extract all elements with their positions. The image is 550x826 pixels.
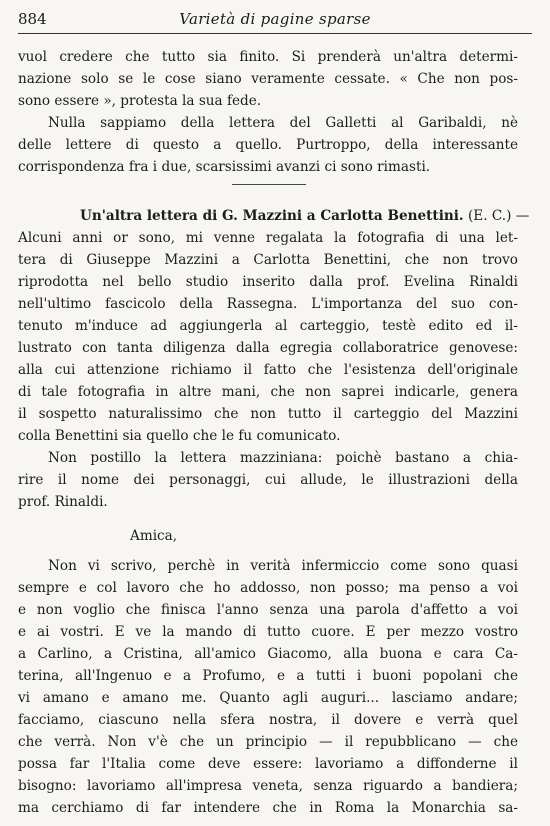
text-line: prof. Rinaldi. [18,494,108,510]
letter-salutation: Amica, [130,528,178,544]
section-heading [80,205,530,227]
text-line: Nulla sappiamo della lettera del Galletti al Garibaldi, nè [48,115,518,131]
text-line: alla cui attenzione richiamo il fatto che l'esistenza dell'originale [18,362,518,378]
text-line: e ai vostri. E ve la mando di tutto cuore. E per mezzo vostro [18,624,518,640]
text-line: Non vi scrivo, perchè in verità infermiccio come sono quasi [48,558,518,574]
text-line: possa far l'Italia come deve essere: lavoriamo a diffonderne il [18,756,518,772]
header-rule [18,33,532,34]
text-line: bisogno: lavoriamo all'impresa veneta, senza riguardo a bandiera; [18,778,518,794]
text-line: rire il nome dei personaggi, cui allude, le illustrazioni della [18,472,518,488]
running-title: Varietà di pagine sparse [179,10,371,28]
text-line: Non postillo la lettera mazziniana: poichè bastano a chia- [48,450,518,466]
text-line: sempre e col lavoro che ho addosso, non posso; ma penso a voi [18,580,518,596]
text-line: sono essere », protesta la sua fede. [18,93,262,109]
text-line: che verrà. Non v'è che un principio — il repubblicano — che [18,734,518,750]
text-line: colla Benettini sia quello che le fu comunicato. [18,428,341,444]
running-header [18,8,532,32]
text-line: delle lettere di questo a quello. Purtroppo, della interessante [18,137,518,153]
page-number: 884 [18,10,47,28]
text-line: Alcuni anni or sono, mi venne regalata la fotografia di una let- [18,230,518,246]
text-line: e non voglio che finisca l'anno senza una parola d'affetto a voi [18,602,518,618]
section-separator [232,184,306,185]
section-title: Un'altra lettera di G. Mazzini a Carlotta Benettini. [80,208,464,224]
text-line: facciamo, ciascuno nella sfera nostra, il dovere e verrà quel [18,712,518,728]
text-line: a Carlino, a Cristina, all'amico Giacomo, alla buona e cara Ca- [18,646,518,662]
section-dash: — [515,208,530,224]
text-line: vi amano e amano me. Quanto agli auguri... lasciamo andare; [18,690,518,706]
text-line: tenuto m'induce ad aggiungerla al carteggio, testè edito ed il- [18,318,518,334]
text-line: nazione solo se le cose siano veramente cessate. « Che non pos- [18,71,518,87]
section-author: (E. C.) [467,208,512,224]
text-line: terina, all'Ingenuo e a Profumo, e a tutti i buoni popolani che [18,668,518,684]
text-line: vuol credere che tutto sia finito. Si prenderà un'altra determi- [18,49,518,65]
text-line: corrispondenza fra i due, scarsissimi avanzi ci sono rimasti. [18,159,431,175]
text-line: ma cerchiamo di far intendere che in Roma la Monarchia sa- [18,800,518,816]
text-line: riprodotta nel bello studio inserito dalla prof. Evelina Rinaldi [18,274,518,290]
text-line: tera di Giuseppe Mazzini a Carlotta Benettini, che non trovo [18,252,518,268]
text-line: nell'ultimo fascicolo della Rassegna. L'importanza del suo con- [18,296,518,312]
text-line: il sospetto naturalissimo che non tutto il carteggio del Mazzini [18,406,518,422]
text-line: di tale fotografia in altre mani, che non saprei indicarle, genera [18,384,518,400]
text-line: lustrato con tanta diligenza dalla egregia collaboratrice genovese: [18,340,518,356]
